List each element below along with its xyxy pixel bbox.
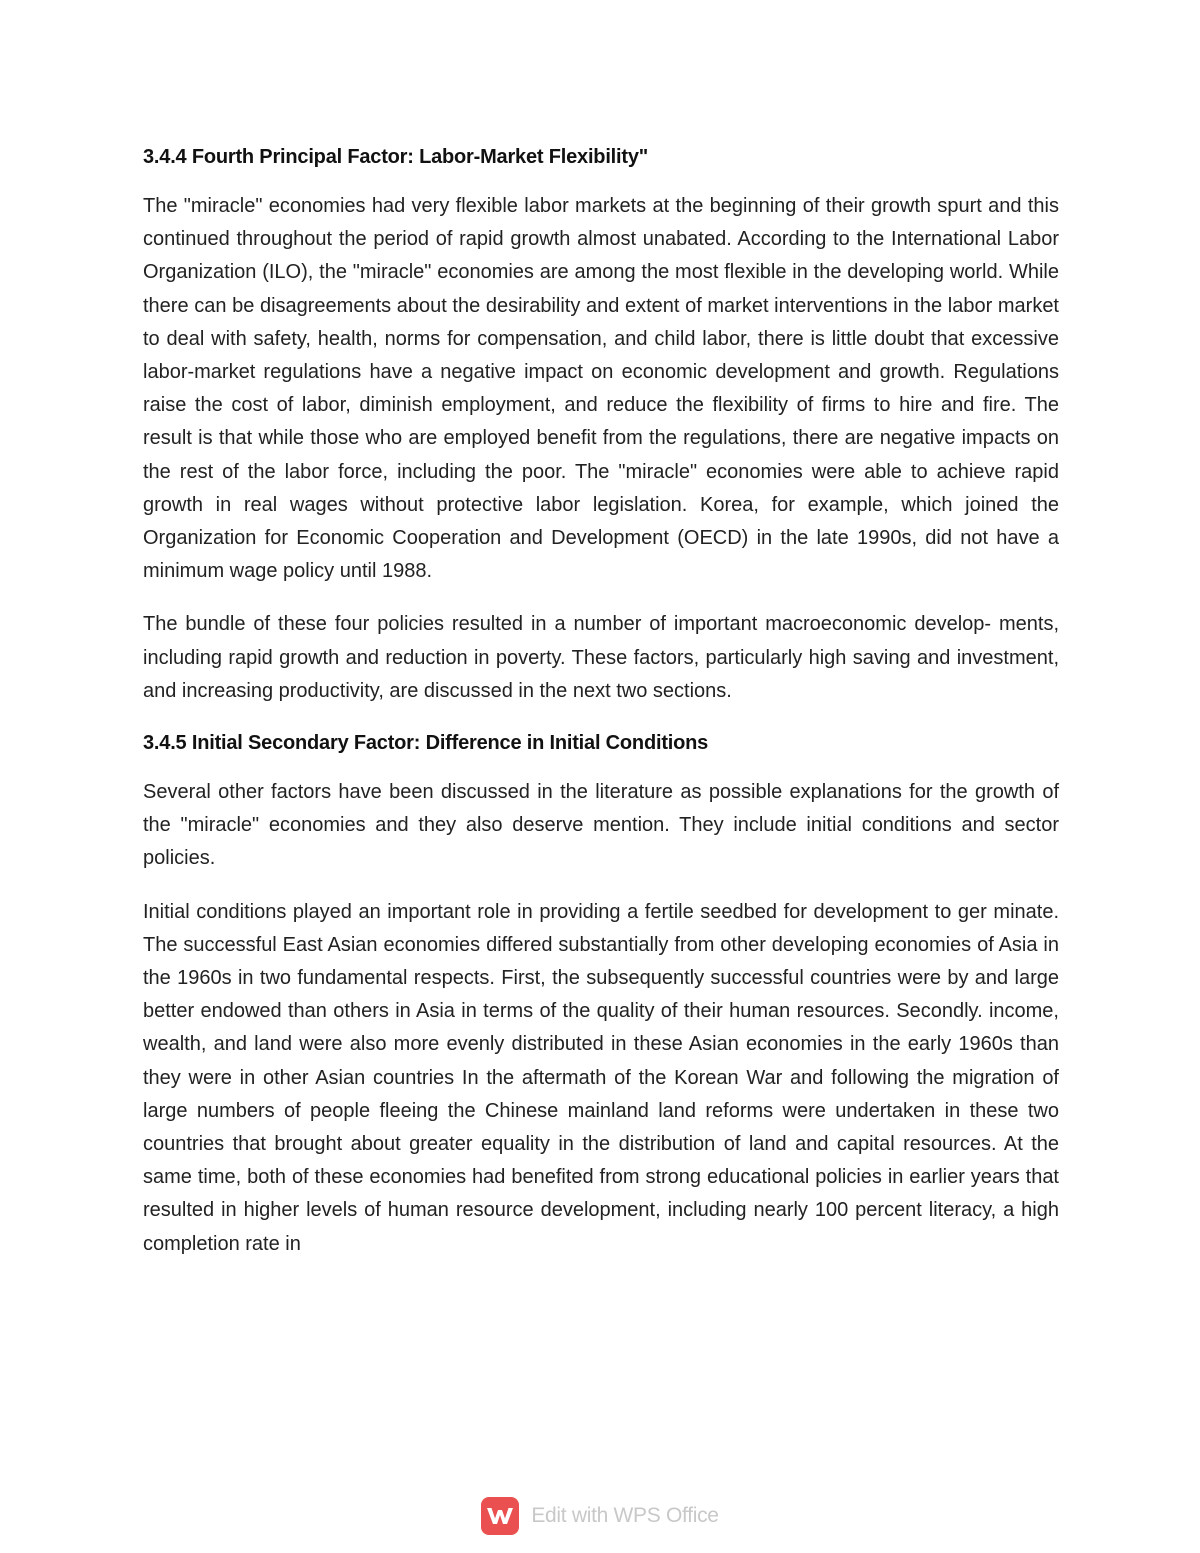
paragraph-other-factors: Several other factors have been discussed in the literature as possible explanations for the growth of the "miracle" economies and they also deserve mention. They include initial conditions and sector policies.: [143, 781, 1059, 870]
paragraph-labor-market: The "miracle" economies had very flexible labor markets at the beginning of their growth spurt and this continued throughout the period of rapid growth almost unabated. According to the International Labor Organization (ILO), the "miracle" economies are among the most flexible in the developing world. While there can be disagreements about the desirability and extent of market interventions in the labor market to deal with safety, health, norms for compensation, and child labor, there is little doubt that excessive labor-market regulations have a negative impact on economic development and growth. Regulations raise the cost of labor, diminish employment, and reduce the flexibility of firms to hire and fire. The result is that while those who are employed benefit from the regulations, there are negative impacts on the rest of the labor force, including the poor. The "miracle" economies were able to achieve rapid growth in real wages without protective labor legislation. Korea, for example, which joined the Organization for Economic Cooperation and Development (OECD) in the late 1990s, did not have a minimum wage policy until 1988.: [143, 195, 1059, 583]
paragraph-initial-conditions: Initial conditions played an important role in providing a fertile seedbed for development to ger minate. The successful East Asian economies differed substantially from other developing economies of Asia in the 1960s in two fundamental respects. First, the subsequently successful countries were by and large better endowed than others in Asia in terms of the quality of their human resources. Secondly. income, wealth, and land were also more evenly distributed in these Asian economies in the early 1960s than they were in other Asian countries In the aftermath of the Korean War and following the migration of large numbers of people fleeing the Chinese mainland land reforms were undertaken in these two countries that brought about greater equality in the distribution of land and capital resources. At the same time, both of these economies had benefited from strong educational policies in earlier years that resulted in higher levels of human resource development, including nearly 100 percent literacy, a high completion rate in: [143, 900, 1059, 1255]
paragraph-policy-bundle: The bundle of these four policies resulted in a number of important macroeconomic develop- ments, including rapid growth and reduction in poverty. These factors, particularly high saving and investment, and increasing productivity, are discussed in the next two sections.: [143, 613, 1059, 702]
wps-logo-icon[interactable]: [481, 1497, 519, 1535]
wps-edit-label[interactable]: Edit with WPS Office: [531, 1504, 719, 1527]
document-page: [143, 142, 1059, 1281]
section-heading-3-4-4: 3.4.4 Fourth Principal Factor: Labor-Market Flexibility": [143, 146, 649, 168]
section-heading-3-4-5: 3.4.5 Initial Secondary Factor: Difference in Initial Conditions: [143, 732, 709, 755]
wps-w-glyph: [485, 1505, 515, 1527]
wps-edit-banner[interactable]: [0, 1497, 1200, 1535]
